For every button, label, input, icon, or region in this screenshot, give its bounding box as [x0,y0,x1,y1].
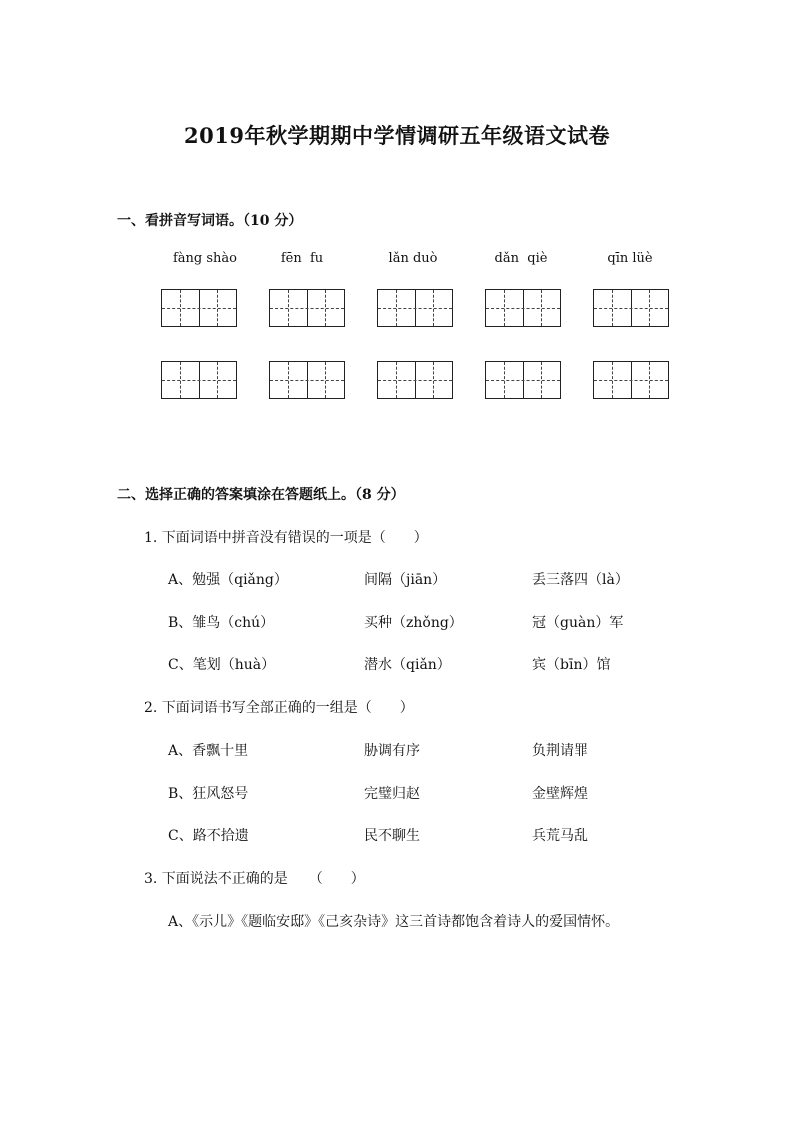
writing-grid-box[interactable] [161,289,237,327]
question-3-stem: 3. 下面说法不正确的是 （ ） [144,871,365,887]
pinyin-5: qīn lüè [607,251,653,266]
q2-option-c-3: 兵荒马乱 [532,828,588,844]
q1-option-c-2: 潜水（qiǎn） [364,657,451,673]
pinyin-row [0,251,794,273]
section-2-heading: 二、选择正确的答案填涂在答题纸上。（8 分） [117,487,405,503]
q1-option-a-2: 间隔（jiān） [364,572,447,588]
q1-option-c-1: C、笔划（huà） [168,657,276,673]
section-1-heading: 一、看拼音写词语。（10 分） [117,213,303,229]
q2-option-a-2: 胁调有序 [364,743,420,759]
writing-grid-box[interactable] [269,361,345,399]
q2-option-c-1: C、路不拾遗 [168,828,249,844]
writing-grid-box[interactable] [485,289,561,327]
q2-option-b-3: 金壁辉煌 [532,786,588,802]
q2-option-a-3: 负荆请罪 [532,743,588,759]
q2-option-b-2: 完璧归赵 [364,786,420,802]
writing-grid-box[interactable] [269,289,345,327]
pinyin-1: fàng shào [172,251,237,266]
q1-option-c-3: 宾（bīn）馆 [532,657,611,673]
question-1-stem: 1. 下面词语中拼音没有错误的一项是（ ） [144,530,428,546]
q1-option-b-3: 冠（guàn）军 [532,615,624,631]
q1-option-a-1: A、勉强（qiǎng） [168,572,288,588]
pinyin-3: lǎn duò [388,251,438,266]
writing-grid-box[interactable] [161,361,237,399]
page-title: 2019年秋学期期中学情调研五年级语文试卷 [184,123,610,148]
q1-option-b-1: B、雏鸟（chú） [168,615,275,631]
question-2-stem: 2. 下面词语书写全部正确的一组是（ ） [144,700,414,716]
writing-grid-box[interactable] [377,361,453,399]
q2-option-a-1: A、香飘十里 [168,743,249,759]
writing-grid-box[interactable] [593,289,669,327]
pinyin-2: fēn fu [280,251,324,266]
q1-option-a-3: 丢三落四（là） [532,572,629,588]
writing-grid-box[interactable] [485,361,561,399]
q2-option-c-2: 民不聊生 [364,828,420,844]
q3-option-a: A、《示儿》《题临安邸》《己亥杂诗》这三首诗都饱含着诗人的爱国情怀。 [168,914,620,930]
q1-option-b-2: 买种（zhǒng） [364,615,463,631]
writing-grid-box[interactable] [593,361,669,399]
pinyin-4: dǎn qiè [494,251,548,266]
writing-grid-box[interactable] [377,289,453,327]
q2-option-b-1: B、狂风怒号 [168,786,249,802]
